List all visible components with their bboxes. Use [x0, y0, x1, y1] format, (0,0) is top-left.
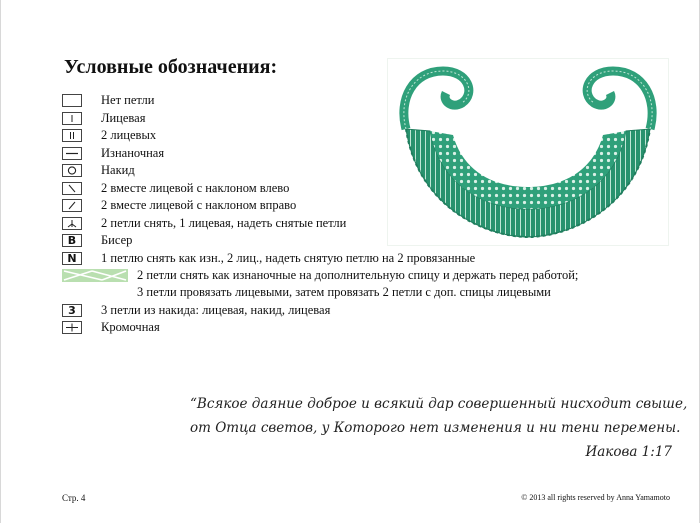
left-slant-icon — [62, 182, 82, 195]
empty-square-icon — [62, 94, 82, 107]
single-vertical-line-icon — [62, 112, 82, 125]
legend-label: Лицевая — [101, 110, 146, 125]
copyright-notice: © 2013 all rights reserved by Anna Yamamoto — [521, 493, 670, 502]
legend-label: Кромочная — [101, 320, 160, 335]
right-slant-icon — [62, 199, 82, 212]
quote-line: “Всякое даяние доброе и всякий дар совершенный нисходит свыше, — [190, 396, 688, 412]
three-symbol-icon: 3 — [62, 304, 82, 317]
legend-label: 1 петлю снять как изн., 2 лиц., надеть снятую петлю на 2 провязанные — [101, 250, 476, 265]
legend-label: Бисер — [101, 233, 133, 248]
legend-row — [62, 319, 682, 337]
circle-icon — [62, 164, 82, 177]
bead-icon: B — [62, 234, 82, 247]
legend-label: 2 вместе лицевой с наклоном влево — [101, 180, 290, 195]
legend-label: 2 лицевых — [101, 128, 157, 143]
cable-cross-icon — [62, 269, 128, 282]
legend-row — [62, 302, 682, 320]
page-border-left — [0, 0, 1, 523]
cross-icon — [62, 321, 82, 334]
bible-quote — [190, 392, 688, 464]
legend-label: Нет петли — [101, 93, 155, 108]
legend-label: 3 петли из накида: лицевая, накид, лицевая — [101, 302, 331, 317]
legend-row-cable — [62, 267, 682, 284]
quote-line: от Отца светов, у Которого нет изменения и ни тени перемены. — [190, 420, 681, 436]
cable-description-line1: 2 петли снять как изнаночные на дополнительную спицу и держать перед работой; — [137, 268, 579, 282]
page-number: Стр. 4 — [62, 493, 86, 503]
legend-label: 2 вместе лицевой с наклоном вправо — [101, 198, 297, 213]
quote-reference: Иакова 1:17 — [585, 444, 672, 460]
legend-label: Накид — [101, 163, 135, 178]
cable-description-line2: 3 петли провязать лицевыми, затем провязать 2 петли с доп. спицы лицевыми — [137, 285, 551, 300]
page-title: Условные обозначения: — [64, 56, 278, 78]
double-decrease-icon — [62, 217, 82, 230]
legend-row — [62, 250, 682, 268]
legend-label: 2 петли снять, 1 лицевая, надеть снятые петли — [101, 215, 347, 230]
horizontal-line-icon — [62, 147, 82, 160]
legend-label: Изнаночная — [101, 145, 165, 160]
shawl-photo — [388, 59, 668, 245]
n-symbol-icon: N — [62, 252, 82, 265]
legend-row-cable-continued — [62, 284, 682, 302]
double-vertical-line-icon — [62, 129, 82, 142]
